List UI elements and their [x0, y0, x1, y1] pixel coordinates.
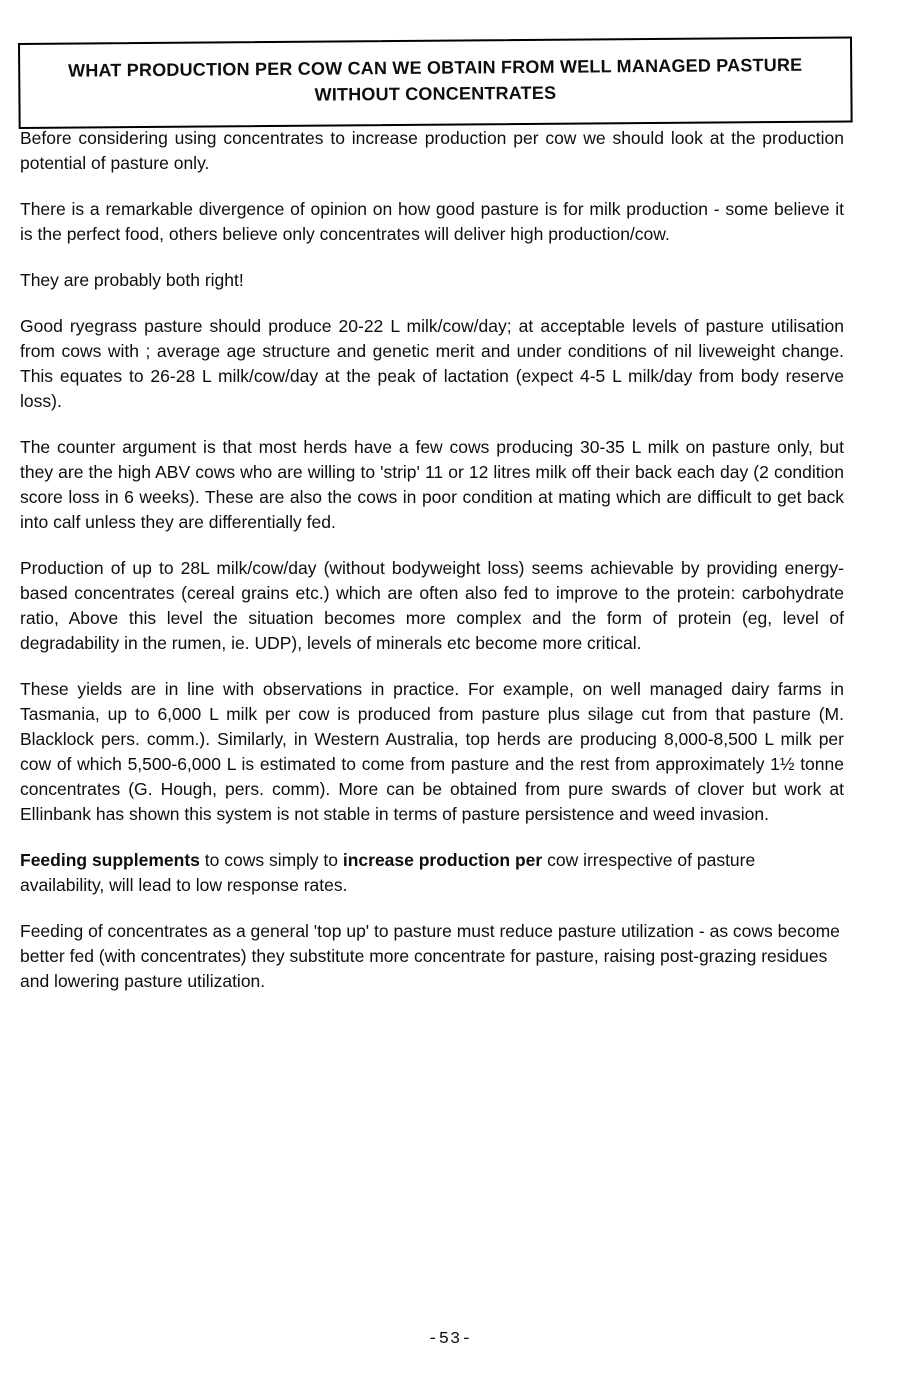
paragraph-observations-in-practice: These yields are in line with observations in practice. For example, on well managed dairy farms in Tasmania, up to 6,000 L milk per cow is produced from pasture plus silage cut from that pasture (M. Blacklock pers. comm.). Similarly, in Western Australia, top herds are producing 8,000-8,500 L milk per cow of which 5,500-6,000 L is estimated to come from pasture and the rest from approximately 1½ tonne concentrates (G. Hough, pers. comm). More can be obtained from pure swards of clover but work at Ellinbank has shown this system is not stable in terms of pasture persistence and weed invasion.: [20, 679, 844, 824]
paragraph-both-right: They are probably both right!: [20, 270, 244, 290]
paragraph-ryegrass-production: Good ryegrass pasture should produce 20-22 L milk/cow/day; at acceptable levels of pasture utilisation from cows with ; average age structure and genetic merit and under conditions of nil liveweight change. This equates to 26-28 L milk/cow/day at the peak of lactation (expect 4-5 L milk/day from body reserve loss).: [20, 316, 844, 411]
paragraph-feeding-concentrates-topup: Feeding of concentrates as a general 'top up' to pasture must reduce pasture utilization - as cows become better fed (with concentrates) they substitute more concentrate for pasture, raising post-grazing residues and lowering pasture utilization.: [20, 921, 840, 991]
paragraph-divergence-of-opinion: There is a remarkable divergence of opinion on how good pasture is for milk production - some believe it is the perfect food, others believe only concentrates will deliver high production/cow.: [20, 199, 844, 244]
page-number: -53-: [427, 1330, 473, 1349]
paragraph-production-28l: Production of up to 28L milk/cow/day (without bodyweight loss) seems achievable by providing energy-based concentrates (cereal grains etc.) which are often also fed to improve to the protein: carbohydrate ratio, Above this level the situation becomes more complex and the form of protein (eg, level of degradability in the rumen, ie. UDP), levels of minerals etc become more critical.: [20, 558, 844, 653]
paragraph-intro: Before considering using concentrates to increase production per cow we should look at the production potential of pasture only.: [20, 128, 844, 173]
document-title-box: [18, 36, 853, 129]
paragraph-counter-argument: The counter argument is that most herds have a few cows producing 30-35 L milk on pasture only, but they are the high ABV cows who are willing to 'strip' 11 or 12 litres milk off their back each day (2 condition score loss in 6 weeks). These are also the cows in poor condition at mating which are difficult to get back into calf unless they are differentially fed.: [20, 437, 844, 532]
document-body: [20, 126, 844, 1015]
paragraph-feeding-supplements: Feeding supplements to cows simply to increase production per cow irrespective of pasture availability, will lead to low response rates.: [20, 850, 756, 895]
document-title-line1: WHAT PRODUCTION PER COW CAN WE OBTAIN FROM WELL MANAGED PASTURE: [68, 54, 803, 81]
document-title-line2: WITHOUT CONCENTRATES: [314, 82, 557, 105]
